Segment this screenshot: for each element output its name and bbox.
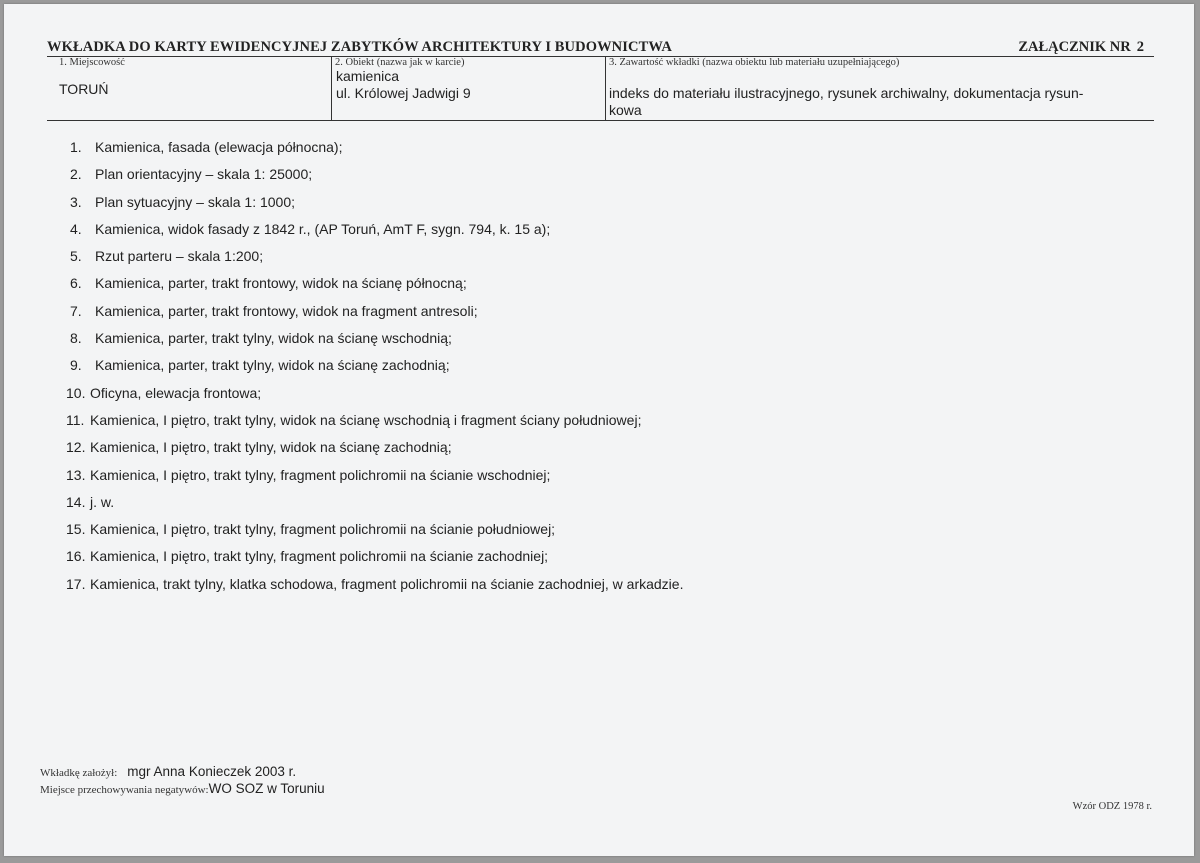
list-item-number: 14. [66, 493, 86, 510]
list-item-number: 8. [70, 330, 82, 347]
annex-label: ZAŁĄCZNIK NR [1018, 39, 1131, 55]
contents-value [609, 85, 1149, 119]
list-item-text: Rzut parteru – skala 1:200; [95, 248, 264, 265]
list-item [66, 407, 683, 434]
table-divider-1 [331, 56, 332, 120]
list-item-number: 5. [70, 248, 82, 265]
list-item-number: 12. [66, 439, 86, 456]
list-item-number: 7. [70, 302, 82, 319]
list-item-text: Plan sytuacyjny – skala 1: 1000; [95, 193, 296, 210]
list-item-number: 9. [70, 357, 82, 374]
list-item-number: 1. [70, 139, 82, 155]
contents-value-line2: kowa [609, 102, 642, 118]
list-item-text: Plan orientacyjny – skala 1: 25000; [95, 166, 313, 183]
list-item [66, 161, 683, 188]
object-value-line2: ul. Królowej Jadwigi 9 [336, 85, 471, 101]
list-item-text: Kamienica, I piętro, trakt tylny, fragment polichromii na ścianie wschodniej; [90, 466, 551, 483]
list-item [66, 243, 683, 270]
list-item-number: 10. [66, 384, 86, 401]
list-item-text: Kamienica, I piętro, trakt tylny, widok na ścianę wschodnią i fragment ściany południowej; [90, 411, 642, 428]
list-item-number: 4. [70, 220, 82, 237]
table-bottom-rule [47, 120, 1154, 121]
contents-label: 3. Zawartość wkładki (nazwa obiektu lub materiału uzupełniającego) [609, 57, 900, 68]
list-item-number: 11. [66, 411, 85, 428]
list-item-text: Kamienica, trakt tylny, klatka schodowa, fragment polichromii na ścianie zachodniej, w arkadzie. [90, 575, 684, 592]
list-item [66, 543, 683, 570]
list-item [66, 134, 683, 161]
list-item-text: Kamienica, I piętro, trakt tylny, fragment polichromii na ścianie zachodniej; [90, 548, 549, 565]
object-label: 2. Obiekt (nazwa jak w karcie) [335, 57, 465, 68]
storage-label: Miejsce przechowywania negatywów: [40, 784, 209, 796]
annex-number: 2 [1136, 39, 1144, 55]
author-line [40, 763, 296, 781]
list-item-text: Kamienica, I piętro, trakt tylny, widok na ścianę zachodnią; [90, 439, 452, 456]
locality-value: TORUŃ [59, 81, 109, 97]
author-label: Wkładkę założył: [40, 767, 118, 779]
list-item-text: Kamienica, parter, trakt frontowy, widok na ścianę północną; [95, 275, 467, 292]
list-item-number: 2. [70, 166, 82, 183]
list-item-text: Kamienica, I piętro, trakt tylny, fragment polichromii na ścianie południowej; [90, 521, 556, 538]
list-item-text: Kamienica, widok fasady z 1842 r., (AP Toruń, AmT F, sygn. 794, k. 15 a); [95, 220, 551, 237]
list-item-number: 15. [66, 521, 86, 538]
document-title: WKŁADKA DO KARTY EWIDENCYJNEJ ZABYTKÓW ARCHITEKTURY I BUDOWNICTWA [47, 39, 672, 55]
storage-line [40, 780, 325, 798]
list-item [66, 325, 683, 352]
list-item [66, 380, 683, 407]
list-item-number: 3. [70, 193, 82, 210]
list-item-text: Kamienica, parter, trakt frontowy, widok na fragment antresoli; [95, 302, 478, 319]
storage-value: WO SOZ w Toruniu [208, 781, 325, 796]
list-item [66, 462, 683, 489]
list-item [66, 216, 683, 243]
locality-label: 1. Miejscowość [59, 57, 125, 68]
list-item-text: j. w. [90, 493, 115, 510]
annex-heading [1018, 39, 1144, 56]
list-item [66, 270, 683, 297]
list-item [66, 489, 683, 516]
list-item-number: 6. [70, 275, 82, 292]
list-item-number: 16. [66, 548, 86, 565]
list-item [66, 434, 683, 461]
author-value: mgr Anna Konieczek 2003 r. [127, 764, 297, 779]
list-item-text: Kamienica, parter, trakt tylny, widok na ścianę zachodnią; [95, 357, 450, 374]
list-item [66, 352, 683, 379]
list-item-text: Kamienica, parter, trakt tylny, widok na ścianę wschodnią; [95, 330, 452, 347]
list-item [66, 571, 683, 598]
list-item-text: Oficyna, elewacja frontowa; [90, 384, 262, 401]
list-item [66, 298, 683, 325]
illustration-index-list [66, 134, 683, 598]
list-item-number: 17. [66, 575, 86, 592]
list-item-text: Kamienica, fasada (elewacja północna); [95, 139, 343, 155]
document-card [4, 4, 1194, 856]
list-item-number: 13. [66, 466, 86, 483]
object-value-line1: kamienica [336, 68, 400, 84]
table-divider-2 [605, 56, 606, 120]
table-top-rule [47, 56, 1154, 57]
object-value [336, 68, 471, 102]
list-item [66, 516, 683, 543]
list-item [66, 189, 683, 216]
contents-value-line1: indeks do materiału ilustracyjnego, rysunek archiwalny, dokumentacja rysun- [609, 85, 1084, 101]
form-model-note: Wzór ODZ 1978 r. [1072, 801, 1152, 812]
